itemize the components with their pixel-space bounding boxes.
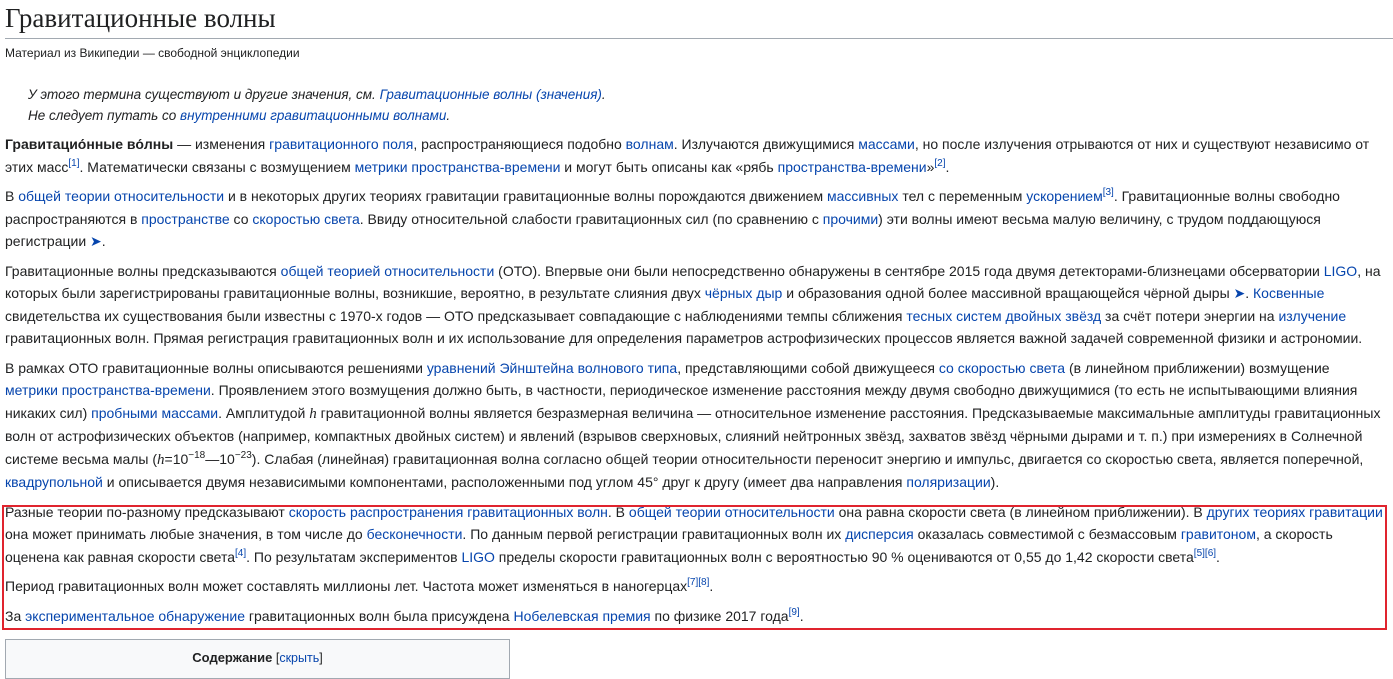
link-spacetime-metric[interactable]: метрики пространства-времени	[5, 382, 211, 398]
page-tagline: Материал из Википедии — свободной энциклопедии	[5, 46, 300, 60]
paragraph-7: За экспериментальное обнаружение гравитационных волн была присуждена Нобелевская премия по физике 2017 года[9].	[5, 606, 804, 624]
hatnote-text: Не следует путать со	[28, 108, 181, 123]
hatnote-line-1	[28, 84, 606, 105]
arrow-icon[interactable]: ➤	[1233, 285, 1246, 301]
link-infinity[interactable]: бесконечности	[366, 526, 463, 542]
link-binary-stars[interactable]: тесных систем двойных звёзд	[906, 307, 1102, 324]
link-internal-gravity-waves[interactable]: внутренними гравитационными волнами	[180, 108, 447, 123]
math-h: h	[309, 405, 317, 422]
exponent: −23	[234, 449, 252, 461]
link-spacetime[interactable]: пространства-времени	[777, 158, 927, 175]
page-title: Гравитационные волны	[5, 0, 1393, 39]
link-disambiguation[interactable]: Гравитационные волны (значения)	[379, 87, 602, 102]
link-indirect[interactable]: Косвенные	[1253, 285, 1325, 301]
link-speed-of-light[interactable]: со скоростью света	[938, 359, 1066, 376]
ref-9[interactable]: [9]	[788, 606, 800, 618]
table-of-contents	[5, 639, 510, 679]
link-space[interactable]: пространстве	[141, 210, 230, 227]
ref-3[interactable]: [3]	[1102, 187, 1114, 198]
link-graviton[interactable]: гравитоном	[1180, 526, 1256, 542]
hatnote-text: У этого термина существуют и другие значения, см.	[28, 87, 380, 102]
math-h: h	[157, 451, 165, 468]
link-speed-of-light[interactable]: скоростью света	[252, 210, 360, 227]
hatnote-text: .	[601, 87, 606, 102]
link-experimental-detection[interactable]: экспериментальное обнаружение	[25, 607, 245, 624]
link-quadrupole[interactable]: квадрупольной	[5, 474, 103, 490]
paragraph-3: Гравитационные волны предсказываются общей теорией относительности (ОТО). Впервые они были непосредственно обнаружены в сентябре 2015 года двумя детекторами-близнецами обсерватории LIGO, на которых были зарегистрированы гравитационные волны, возникшие, вероятно, в результате слияния двух чёрных дыр и образования одной более массивной вращающейся чёрной дыры ➤. Косвенные свидетельства их существования были известны с 1970-х годов — ОТО предсказывает совпадающие с наблюдениями темпы сближения тесных систем двойных звёзд за счёт потери энергии на излучение гравитационных волн. Прямая регистрация гравитационных волн и их использование для определения параметров астрофизических процессов является важной задачей современной физики и астрономии.	[5, 262, 1381, 346]
link-gravitational-field[interactable]: гравитационного поля	[269, 136, 414, 152]
link-acceleration[interactable]: ускорением	[1026, 188, 1103, 204]
link-radiation[interactable]: излучение	[1278, 307, 1347, 324]
paragraph-6: Период гравитационных волн может составлять миллионы лет. Частота может изменяться в наногерцах[7][8].	[5, 577, 714, 594]
link-polarization[interactable]: поляризации	[906, 474, 991, 490]
link-other-forces[interactable]: прочими	[822, 210, 879, 227]
link-general-relativity[interactable]: общей теорией относительности	[280, 262, 495, 279]
toc-title: Содержание	[192, 650, 273, 665]
link-einstein-equations[interactable]: уравнений Эйнштейна волнового типа	[426, 359, 678, 376]
hatnote-line-2	[28, 105, 606, 126]
ref-5[interactable]: [5]	[1193, 547, 1205, 559]
term-bold: Гравитацио́нные во́лны	[5, 136, 174, 152]
paragraph-intro: Гравитацио́нные во́лны — изменения гравитационного поля, распространяющиеся подобно волнам. Излучаются движущимися массами, но после излучения отрываются от них и существуют независимо от этих масс[1]. Математически связаны с возмущением метрики пространства-времени и могут быть описаны как «рябь пространства-времени»[2].	[5, 136, 1370, 175]
article-body	[5, 133, 1385, 634]
link-test-masses[interactable]: пробными массами	[91, 404, 219, 421]
hatnote	[28, 84, 606, 126]
hatnote-text: .	[446, 108, 451, 123]
paragraph-4: В рамках ОТО гравитационные волны описываются решениями уравнений Эйнштейна волнового типа, представляющими собой движущееся со скоростью света (в линейном приближении) возмущение метрики пространства-времени. Проявлением этого возмущения должно быть, в частности, периодическое изменение расстояния между двумя свободно движущимися (то есть не испытывающими влияния никаких сил) пробными массами. Амплитудой h гравитационной волны является безразмерная величина — относительное изменение расстояния. Предсказываемые максимальные амплитуды гравитационных волн от астрофизических объектов (например, компактных двойных систем) и явлений (взрывов сверхновых, слияний нейтронных звёзд, захватов звёзд чёрными дырами и т. п.) при измерениях в Солнечной системе весьма малы $(h=10^{-18}—10^{-23})$. Слабая (линейная) гравитационная волна согласно общей теории относительности переносит энергию и импульс, двигается со скоростью света, является поперечной, квадрупольной и описывается двумя независимыми компонентами, расположенными под углом 45° друг к другу (имеет два направления поляризации).	[5, 359, 1381, 490]
link-general-relativity[interactable]: общей теории относительности	[628, 503, 835, 520]
ref-1[interactable]: [1]	[68, 157, 80, 169]
ref-2[interactable]: [2]	[934, 157, 946, 169]
link-masses[interactable]: массами	[858, 136, 915, 152]
toc-hide-link[interactable]: скрыть	[279, 651, 320, 665]
ref-7[interactable]: [7]	[687, 577, 699, 588]
link-black-holes[interactable]: чёрных дыр	[704, 285, 783, 301]
exponent: −18	[188, 449, 206, 461]
ref-4[interactable]: [4]	[235, 547, 247, 559]
link-waves[interactable]: волнам	[625, 136, 674, 152]
link-massive[interactable]: массивных	[826, 188, 899, 204]
link-other-theories[interactable]: других теориях гравитации	[1206, 503, 1383, 520]
link-ligo[interactable]: LIGO	[1323, 262, 1358, 279]
toc-toggle: [скрыть]	[272, 651, 323, 665]
link-general-relativity[interactable]: общей теории относительности	[18, 188, 225, 204]
paragraph-5: Разные теории по-разному предсказывают скорость распространения гравитационных волн. В общей теории относительности она равна скорости света (в линейном приближении). В других теориях гравитации она может принимать любые значения, в том числе до бесконечности. По данным первой регистрации гравитационных волн их дисперсия оказалась совместимой с безмассовым гравитоном, а скорость оценена как равная скорости света[4]. По результатам экспериментов LIGO пределы скорости гравитационных волн с вероятностью 90 % оцениваются от 0,55 до 1,42 скорости света[5][6].	[5, 503, 1383, 565]
ref-8[interactable]: [8]	[698, 577, 710, 588]
link-dispersion[interactable]: дисперсия	[845, 526, 914, 542]
link-ligo[interactable]: LIGO	[461, 548, 495, 565]
paragraph-2: В общей теории относительности и в некоторых других теориях гравитации гравитационные волны порождаются движением массивных тел с переменным ускорением[3]. Гравитационные волны свободно распространяются в пространстве со скоростью света. Ввиду относительной слабости гравитационных сил (по сравнению с прочими) эти волны имеют весьма малую величину, с трудом поддающуюся регистрации ➤.	[5, 187, 1340, 249]
link-spacetime-metric[interactable]: метрики пространства-времени	[354, 158, 561, 175]
link-speed-of-gravitational-waves[interactable]: скорость распространения гравитационных волн	[288, 503, 608, 520]
ref-6[interactable]: [6]	[1204, 547, 1217, 559]
link-nobel-prize[interactable]: Нобелевская премия	[513, 607, 651, 624]
arrow-icon[interactable]: ➤	[90, 233, 102, 249]
